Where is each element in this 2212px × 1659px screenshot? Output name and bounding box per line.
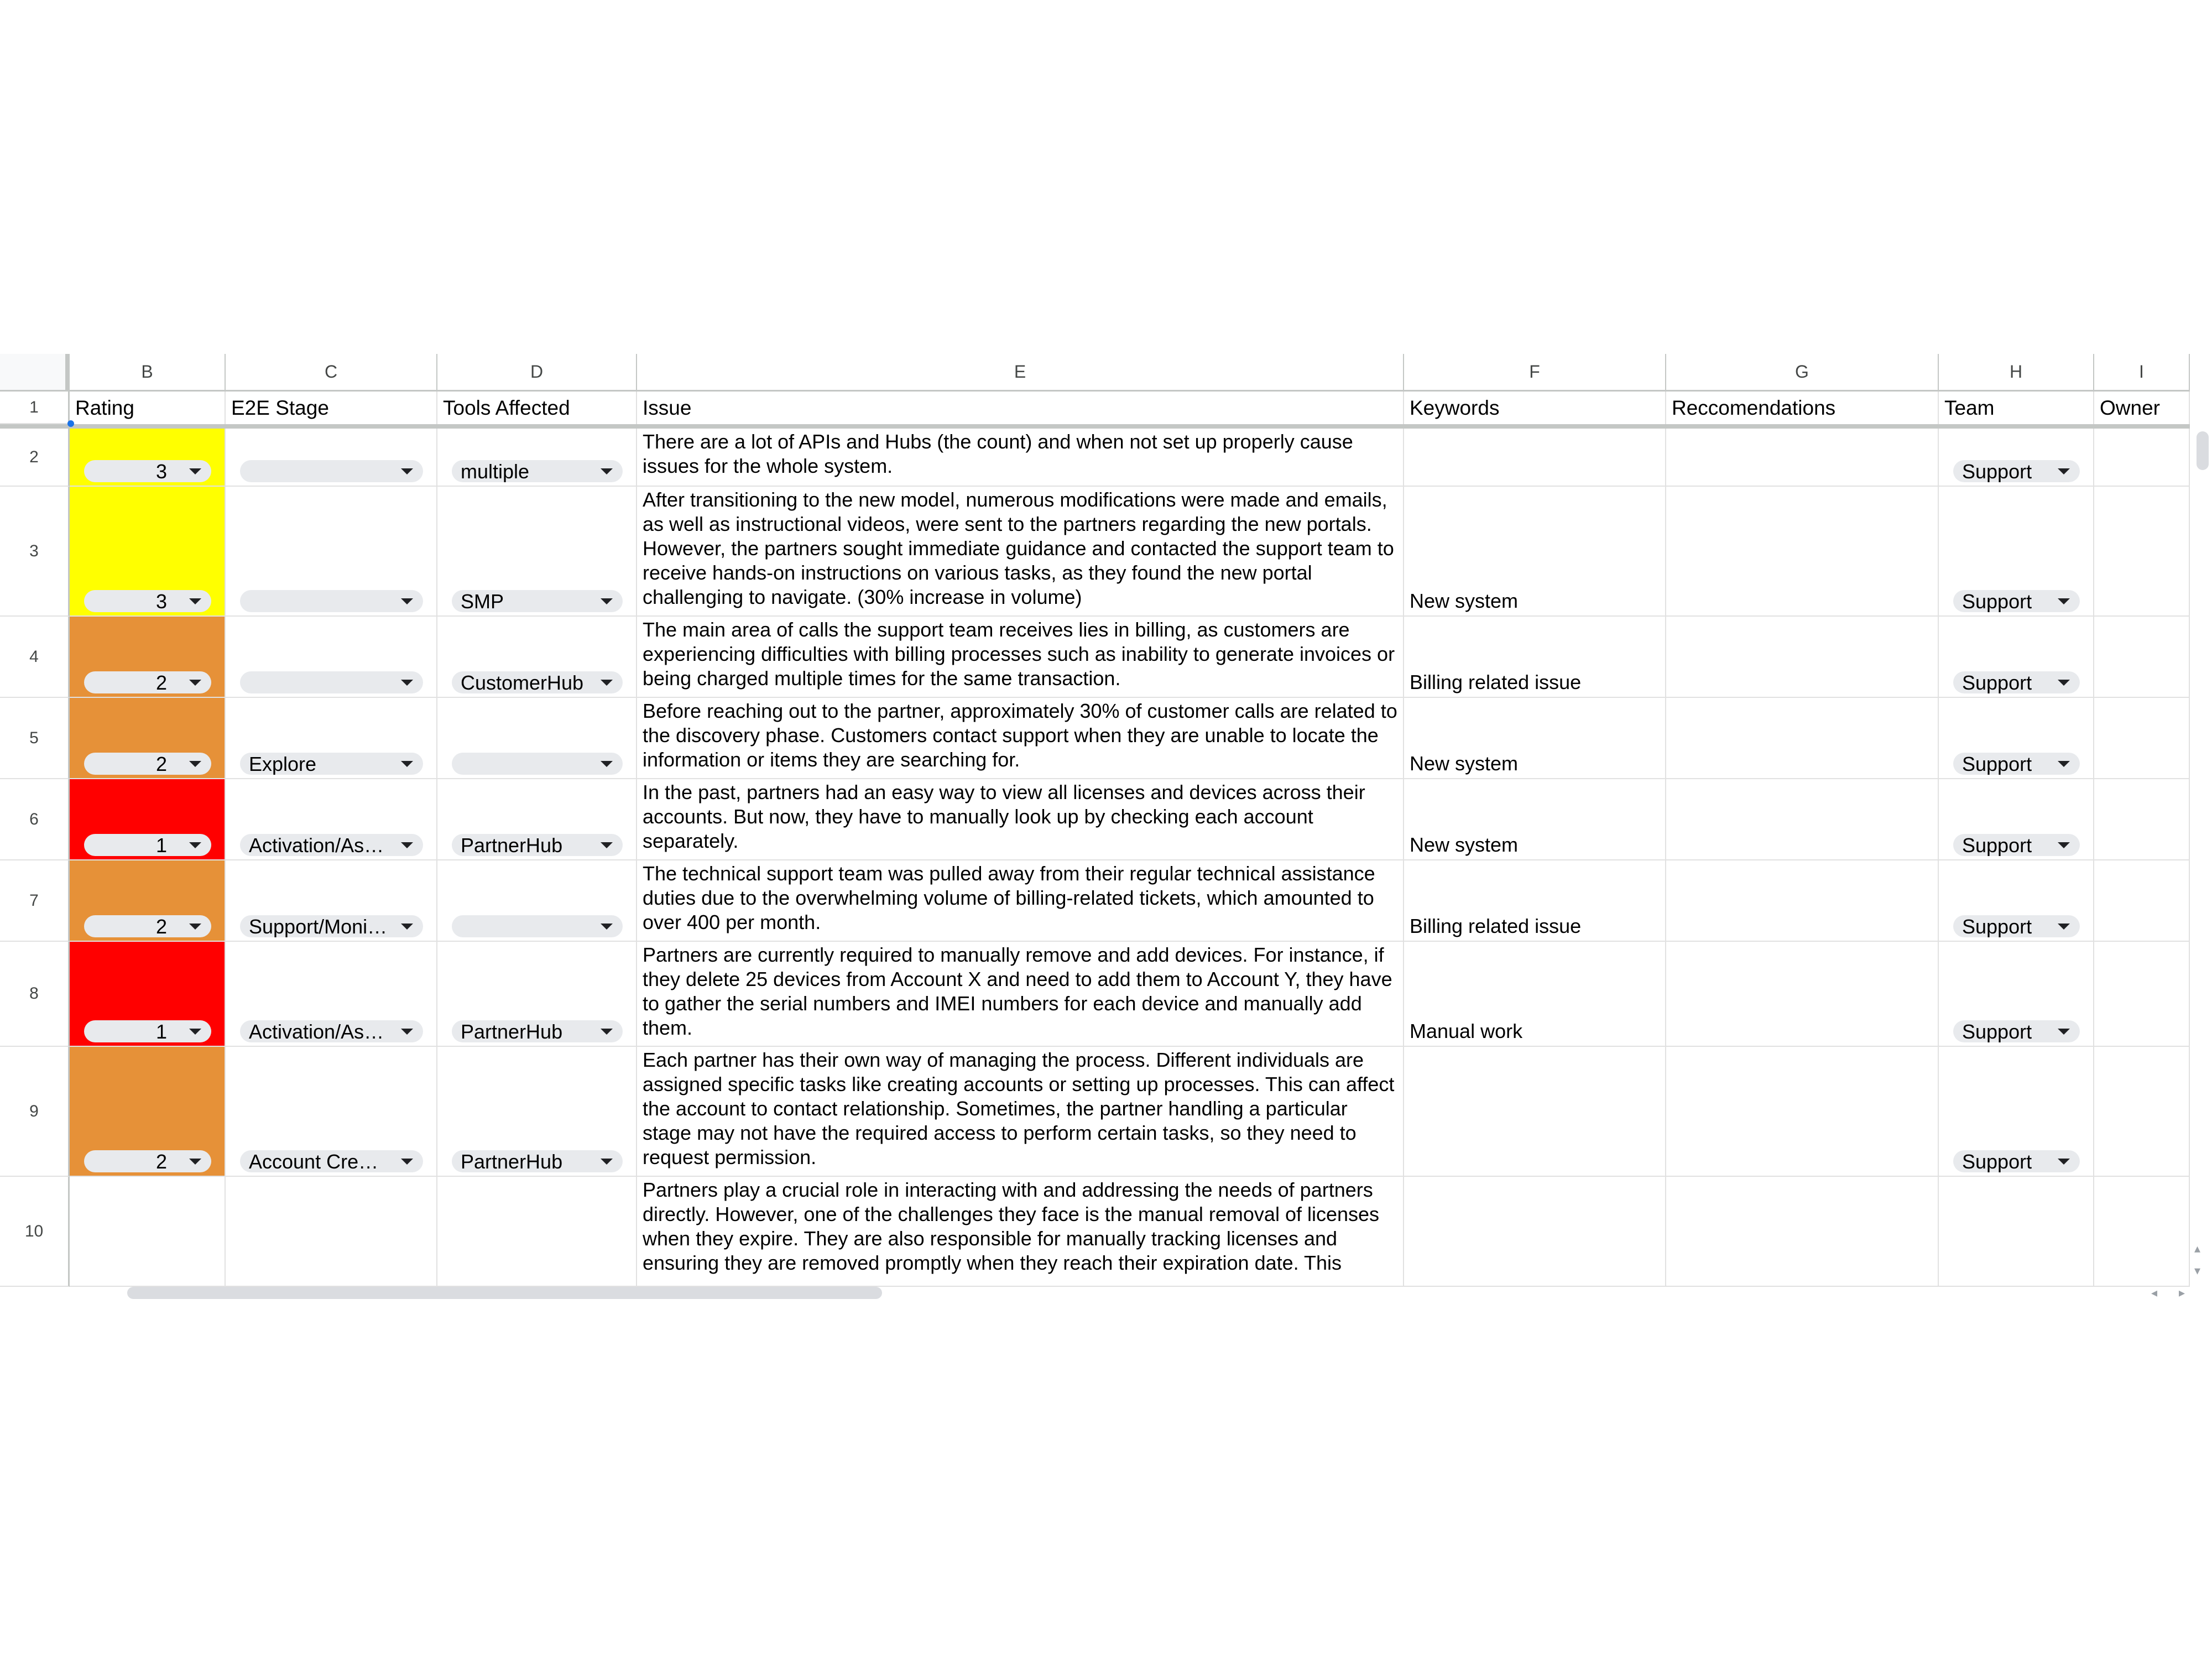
team-dropdown-value: Support [1962,1151,2032,1172]
dropdown-arrow-icon[interactable] [601,680,613,686]
team-dropdown-value: Support [1962,461,2032,482]
cell-b4[interactable] [70,617,226,698]
dropdown-arrow-icon[interactable] [2058,598,2070,604]
frozen-row-divider [0,424,2190,429]
cell-b6[interactable] [70,779,226,860]
rating-dropdown-value: 1 [155,1021,167,1042]
cell-d7[interactable] [437,860,637,942]
dropdown-arrow-icon[interactable] [2058,680,2070,686]
cell-b10[interactable] [70,1177,226,1287]
row-header-5[interactable]: 5 [0,698,70,779]
keywords-text: Billing related issue [1410,671,1582,693]
cell-h10[interactable] [1939,1177,2094,1287]
dropdown-arrow-icon[interactable] [401,468,413,474]
cell-b7[interactable] [70,860,226,942]
rating-dropdown-value: 3 [155,461,167,482]
header-cell-keywords[interactable]: Keywords [1404,392,1666,424]
cell-f10[interactable] [1404,1177,1666,1287]
cell-h9[interactable] [1939,1047,2094,1177]
rating-dropdown[interactable] [84,590,211,612]
rating-dropdown[interactable] [84,753,211,775]
e2e-stage-dropdown[interactable] [240,1020,423,1042]
dropdown-arrow-icon[interactable] [2058,842,2070,848]
column-header-b[interactable]: B [70,354,226,392]
cell-d9[interactable] [437,1047,637,1177]
cell-c6[interactable] [226,779,437,860]
cell-b3[interactable] [70,487,226,617]
dropdown-arrow-icon[interactable] [2058,1159,2070,1165]
cell-g2[interactable] [1666,429,1939,487]
issue-text: Partners play a crucial role in interacting with and addressing the needs of partners directly. However, one of the challenges they face is the manual removal of licenses when they expire. They are also responsible for manually tracking licenses and ensuring they are removed promptly when they reach their expiration date. This [643,1178,1380,1274]
cell-f7[interactable] [1404,860,1666,942]
dropdown-arrow-icon[interactable] [189,1029,201,1035]
table-row [0,942,2190,1047]
column-header-h[interactable]: H [1939,354,2094,392]
cell-c5[interactable] [226,698,437,779]
team-dropdown[interactable] [1953,753,2080,775]
dropdown-arrow-icon[interactable] [2058,468,2070,474]
tools-affected-dropdown[interactable] [452,753,623,775]
issue-text: Partners are currently required to manually remove and add devices. For instance, if they delete 25 devices from Account X and need to add them to Account Y, they have to gather the serial numbers and IMEI numbers for each device and manually add them. [643,943,1392,1039]
keywords-text: Manual work [1410,1020,1523,1042]
e2e-stage-dropdown-value: Activation/As… [249,834,384,856]
dropdown-arrow-icon[interactable] [189,468,201,474]
cell-i2[interactable] [2094,429,2190,487]
team-dropdown[interactable] [1953,590,2080,612]
cell-i10[interactable] [2094,1177,2190,1287]
cell-h4[interactable] [1939,617,2094,698]
cell-e3[interactable] [637,487,1404,617]
cell-c10[interactable] [226,1177,437,1287]
cell-f3[interactable] [1404,487,1666,617]
cell-c3[interactable] [226,487,437,617]
cell-g10[interactable] [1666,1177,1939,1287]
cell-g6[interactable] [1666,779,1939,860]
tools-affected-dropdown-value: multiple [461,461,530,482]
row-header-1[interactable]: 1 [0,392,70,424]
selection-handle[interactable] [67,420,74,427]
cell-e5[interactable] [637,698,1404,779]
dropdown-arrow-icon[interactable] [189,598,201,604]
dropdown-arrow-icon[interactable] [401,1029,413,1035]
column-header-c[interactable]: C [226,354,437,392]
cell-e2[interactable] [637,429,1404,487]
table-row [0,1047,2190,1177]
spreadsheet-grid[interactable] [0,354,2212,1311]
header-cell-rating[interactable]: Rating [70,392,226,424]
row-header-8[interactable]: 8 [0,942,70,1047]
row-header-2[interactable]: 2 [0,429,70,487]
team-dropdown[interactable] [1953,1150,2080,1172]
rating-dropdown-value: 2 [155,753,167,775]
dropdown-arrow-icon[interactable] [189,1159,201,1165]
tools-affected-dropdown[interactable] [452,834,623,856]
column-header-g[interactable]: G [1666,354,1939,392]
cell-g5[interactable] [1666,698,1939,779]
dropdown-arrow-icon[interactable] [401,680,413,686]
issue-text: Each partner has their own way of managing the process. Different individuals are assigned specific tasks like creating accounts or setting up processes. This can affect the account to contact relationship. Sometimes, the partner handling a particular stage may not have the required access to perform certain tasks, so they need to request permission. [643,1048,1395,1168]
dropdown-arrow-icon[interactable] [189,924,201,930]
tools-affected-dropdown-value: PartnerHub [461,1151,563,1172]
scroll-down-icon[interactable]: ▾ [2194,1264,2201,1277]
cell-g4[interactable] [1666,617,1939,698]
e2e-stage-dropdown[interactable] [240,1150,423,1172]
e2e-stage-dropdown[interactable] [240,590,423,612]
tools-affected-dropdown[interactable] [452,671,623,693]
row-header-7[interactable]: 7 [0,860,70,942]
scroll-up-icon[interactable]: ▴ [2194,1241,2201,1255]
team-dropdown[interactable] [1953,915,2080,937]
team-dropdown-value: Support [1962,672,2032,693]
header-cell-recommendations[interactable]: Reccomendations [1666,392,1939,424]
keywords-text: New system [1410,833,1519,856]
cell-b8[interactable] [70,942,226,1047]
team-dropdown-value: Support [1962,916,2032,937]
select-all-corner[interactable] [0,354,70,392]
cell-d5[interactable] [437,698,637,779]
rating-dropdown[interactable] [84,834,211,856]
column-header-f[interactable]: F [1404,354,1666,392]
header-cell-tools-affected[interactable]: Tools Affected [437,392,637,424]
header-cell-team[interactable]: Team [1939,392,2094,424]
rating-dropdown-value: 1 [155,834,167,856]
tools-affected-dropdown[interactable] [452,460,623,482]
cell-e6[interactable] [637,779,1404,860]
team-dropdown[interactable] [1953,671,2080,693]
column-header-e[interactable]: E [637,354,1404,392]
cell-b2[interactable] [70,429,226,487]
cell-e9[interactable] [637,1047,1404,1177]
e2e-stage-dropdown-value: Account Cre… [249,1151,379,1172]
vertical-scrollbar[interactable] [2197,431,2209,470]
cell-e10[interactable] [637,1177,1404,1287]
table-row [0,487,2190,617]
cell-f4[interactable] [1404,617,1666,698]
table-row [0,429,2190,487]
e2e-stage-dropdown[interactable] [240,915,423,937]
row-header-4[interactable]: 4 [0,617,70,698]
horizontal-scrollbar[interactable] [127,1287,882,1299]
cell-h5[interactable] [1939,698,2094,779]
dropdown-arrow-icon[interactable] [401,761,413,767]
issue-text: In the past, partners had an easy way to view all licenses and devices across their accounts. But now, they have to manually look up by checking each account separately. [643,781,1365,852]
cell-e7[interactable] [637,860,1404,942]
rating-dropdown[interactable] [84,1020,211,1042]
cell-f8[interactable] [1404,942,1666,1047]
cell-f9[interactable] [1404,1047,1666,1177]
dropdown-arrow-icon[interactable] [189,680,201,686]
tools-affected-dropdown[interactable] [452,915,623,937]
cell-i9[interactable] [2094,1047,2190,1177]
header-cell-owner[interactable]: Owner [2094,392,2190,424]
dropdown-arrow-icon[interactable] [189,842,201,848]
cell-h7[interactable] [1939,860,2094,942]
cell-i8[interactable] [2094,942,2190,1047]
dropdown-arrow-icon[interactable] [601,598,613,604]
cell-g8[interactable] [1666,942,1939,1047]
dropdown-arrow-icon[interactable] [2058,924,2070,930]
cell-c2[interactable] [226,429,437,487]
tools-affected-dropdown-value: CustomerHub [461,672,584,693]
team-dropdown-value: Support [1962,753,2032,775]
keywords-text [1404,1284,1414,1286]
column-header-d[interactable]: D [437,354,637,392]
cell-c7[interactable] [226,860,437,942]
e2e-stage-dropdown[interactable] [240,834,423,856]
row-header-3[interactable]: 3 [0,487,70,617]
cell-d3[interactable] [437,487,637,617]
cell-h6[interactable] [1939,779,2094,860]
dropdown-arrow-icon[interactable] [2058,761,2070,767]
scroll-left-icon[interactable]: ◂ [2151,1286,2158,1300]
team-dropdown-value: Support [1962,591,2032,612]
rating-dropdown[interactable] [84,915,211,937]
cell-i6[interactable] [2094,779,2190,860]
cell-h2[interactable] [1939,429,2094,487]
team-dropdown[interactable] [1953,834,2080,856]
issue-text: The technical support team was pulled away from their regular technical assistance duties due to the overwhelming volume of billing-related tickets, which amounted to over 400 per month. [643,862,1375,933]
header-cell-e2e-stage[interactable]: E2E Stage [226,392,437,424]
e2e-stage-dropdown[interactable] [240,753,423,775]
cell-d8[interactable] [437,942,637,1047]
dropdown-arrow-icon[interactable] [401,924,413,930]
dropdown-arrow-icon[interactable] [601,1159,613,1165]
rating-dropdown-value: 2 [155,1151,167,1172]
scroll-right-icon[interactable]: ▸ [2179,1286,2185,1300]
tools-affected-dropdown[interactable] [452,1150,623,1172]
dropdown-arrow-icon[interactable] [401,1159,413,1165]
team-dropdown-value: Support [1962,834,2032,856]
e2e-stage-dropdown-value: Support/Moni… [249,916,388,937]
cell-d2[interactable] [437,429,637,487]
table-row [0,698,2190,779]
keywords-text [1404,1173,1414,1176]
issue-text: The main area of calls the support team receives lies in billing, as customers are experiencing difficulties with billing processes such as inability to generate invoices or being charged multiple times for the same transaction. [643,618,1395,690]
cell-c9[interactable] [226,1047,437,1177]
rating-dropdown[interactable] [84,671,211,693]
cell-d10[interactable] [437,1177,637,1287]
table-row [0,617,2190,698]
tools-affected-dropdown-value: PartnerHub [461,834,563,856]
dropdown-arrow-icon[interactable] [401,842,413,848]
tools-affected-dropdown[interactable] [452,1020,623,1042]
cell-i7[interactable] [2094,860,2190,942]
cell-d6[interactable] [437,779,637,860]
team-dropdown-value: Support [1962,1021,2032,1042]
cell-e8[interactable] [637,942,1404,1047]
table-row [0,1177,2190,1287]
keywords-text: Billing related issue [1410,915,1582,937]
cell-b9[interactable] [70,1047,226,1177]
e2e-stage-dropdown[interactable] [240,671,423,693]
cell-f5[interactable] [1404,698,1666,779]
keywords-text [1404,483,1414,486]
dropdown-arrow-icon[interactable] [601,468,613,474]
header-cell-issue[interactable]: Issue [637,392,1404,424]
cell-f2[interactable] [1404,429,1666,487]
dropdown-arrow-icon[interactable] [601,924,613,930]
rating-dropdown-value: 2 [155,916,167,937]
keywords-text: New system [1410,752,1519,775]
row-header-10[interactable]: 10 [0,1177,70,1287]
cell-g9[interactable] [1666,1047,1939,1177]
rating-dropdown-value: 3 [155,591,167,612]
rating-dropdown[interactable] [84,460,211,482]
column-header-i[interactable]: I [2094,354,2190,392]
cell-g3[interactable] [1666,487,1939,617]
issue-text: After transitioning to the new model, numerous modifications were made and emails, as well as instructional videos, were sent to the partners regarding the new portals. However, the partners sought immediate guidance and contacted the support team to receive hands-on instructions on various tasks, as they found the new portal challenging to navigate. (30% increase in volume) [643,488,1394,608]
cell-c4[interactable] [226,617,437,698]
e2e-stage-dropdown-value: Activation/As… [249,1021,384,1042]
dropdown-arrow-icon[interactable] [601,1029,613,1035]
issue-text: There are a lot of APIs and Hubs (the count) and when not set up properly cause issues for the whole system. [643,430,1353,477]
e2e-stage-dropdown-value: Explore [249,753,317,775]
dropdown-arrow-icon[interactable] [2058,1029,2070,1035]
cell-b5[interactable] [70,698,226,779]
row-header-6[interactable]: 6 [0,779,70,860]
team-dropdown[interactable] [1953,1020,2080,1042]
rating-dropdown[interactable] [84,1150,211,1172]
cell-d4[interactable] [437,617,637,698]
e2e-stage-dropdown[interactable] [240,460,423,482]
tools-affected-dropdown-value: SMP [461,591,504,612]
dropdown-arrow-icon[interactable] [189,761,201,767]
tools-affected-dropdown-value: PartnerHub [461,1021,563,1042]
row-header-9[interactable]: 9 [0,1047,70,1177]
cell-e4[interactable] [637,617,1404,698]
tools-affected-dropdown[interactable] [452,590,623,612]
dropdown-arrow-icon[interactable] [601,761,613,767]
dropdown-arrow-icon[interactable] [601,842,613,848]
cell-i4[interactable] [2094,617,2190,698]
cell-h8[interactable] [1939,942,2094,1047]
table-row [0,860,2190,942]
issue-text: Before reaching out to the partner, approximately 30% of customer calls are related to the discovery phase. Customers contact support when they are unable to locate the information or items they are searching for. [643,700,1397,771]
dropdown-arrow-icon[interactable] [401,598,413,604]
cell-i5[interactable] [2094,698,2190,779]
table-row [0,779,2190,860]
cell-f6[interactable] [1404,779,1666,860]
keywords-text: New system [1410,589,1519,612]
team-dropdown[interactable] [1953,460,2080,482]
cell-g7[interactable] [1666,860,1939,942]
rating-dropdown-value: 2 [155,672,167,693]
cell-h3[interactable] [1939,487,2094,617]
cell-c8[interactable] [226,942,437,1047]
cell-i3[interactable] [2094,487,2190,617]
